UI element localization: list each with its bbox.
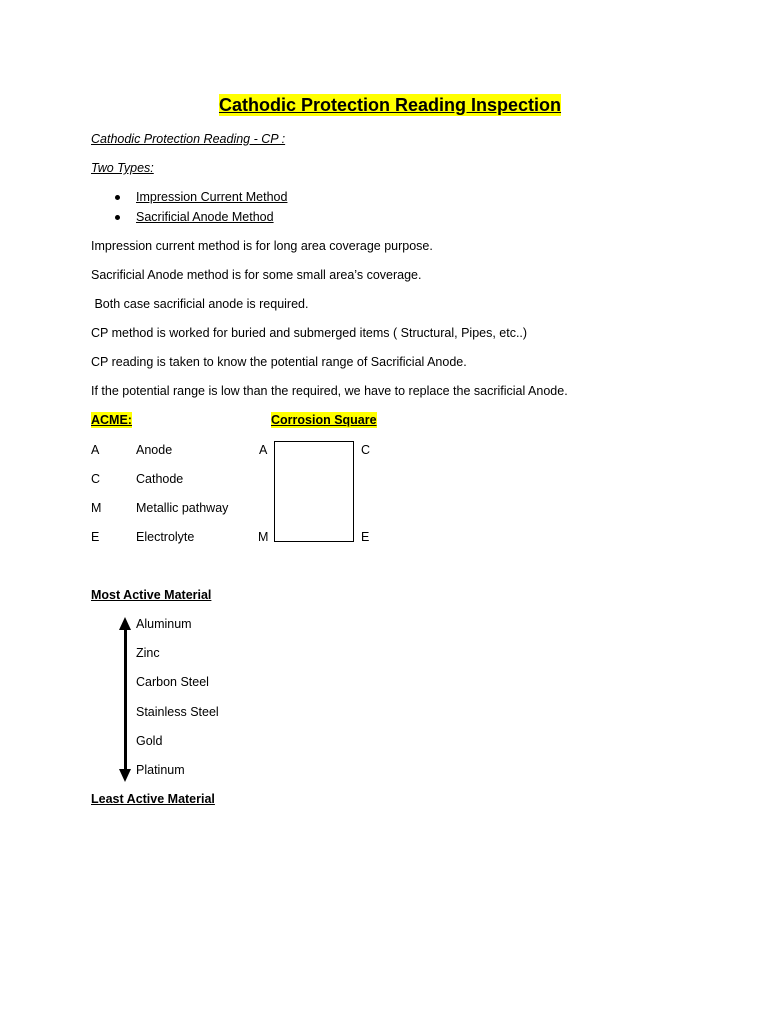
acme-meaning: Anode (136, 443, 173, 457)
paragraph: Impression current method is for long area coverage purpose. (91, 239, 433, 253)
arrow-shaft (124, 628, 127, 774)
acme-meaning: Electrolyte (136, 530, 195, 544)
material-item: Carbon Steel (136, 675, 209, 689)
bullet-icon (115, 215, 120, 220)
paragraph: CP method is worked for buried and submerged items ( Structural, Pipes, etc..) (91, 326, 528, 340)
list-item: Impression Current Method (136, 190, 288, 204)
list-item: Sacrificial Anode Method (136, 210, 274, 224)
material-item: Platinum (136, 763, 185, 777)
acme-heading: ACME: (91, 413, 132, 427)
material-item: Aluminum (136, 617, 192, 631)
corrosion-square-heading: Corrosion Square (271, 413, 377, 427)
acme-letter: A (91, 443, 100, 457)
square-corner-label: E (361, 530, 370, 544)
paragraph: Sacrificial Anode method is for some small area’s coverage. (91, 268, 422, 282)
acme-letter: C (91, 472, 101, 486)
square-corner-label: M (258, 530, 269, 544)
acme-letter: E (91, 530, 100, 544)
types-heading: Two Types: (91, 161, 154, 175)
material-item: Zinc (136, 646, 160, 660)
section-subtitle: Cathodic Protection Reading - CP : (91, 132, 286, 146)
corrosion-square (274, 441, 354, 542)
square-corner-label: C (361, 443, 371, 457)
acme-letter: M (91, 501, 102, 515)
most-active-label: Most Active Material (91, 588, 212, 602)
acme-meaning: Cathode (136, 472, 184, 486)
paragraph: If the potential range is low than the required, we have to replace the sacrificial Anode. (91, 384, 568, 398)
material-item: Stainless Steel (136, 705, 219, 719)
least-active-label: Least Active Material (91, 792, 215, 806)
material-item: Gold (136, 734, 163, 748)
arrow-down-icon (119, 769, 131, 782)
page-title: Cathodic Protection Reading Inspection (219, 95, 562, 115)
bullet-icon (115, 195, 120, 200)
square-corner-label: A (259, 443, 268, 457)
paragraph: Both case sacrificial anode is required. (91, 297, 309, 311)
acme-meaning: Metallic pathway (136, 501, 229, 515)
paragraph: CP reading is taken to know the potential range of Sacrificial Anode. (91, 355, 467, 369)
